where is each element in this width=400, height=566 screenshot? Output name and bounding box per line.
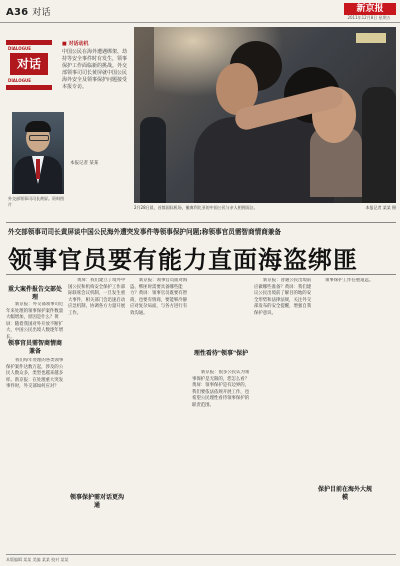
subhead-4: 领事保护需对话更沟通 [69, 494, 124, 509]
badge-bar-top [6, 40, 52, 45]
article-column-1b [6, 358, 64, 550]
intro-title: ■ 对话动机 [62, 41, 89, 47]
column-text: 新京报：普通公民出境前应做哪些准备？黄屏：我们建议公民出境前了解目的地的安全形势和法律法规，关注外交部发布的安全提醒，增强自我保护意识。 [254, 278, 312, 316]
article-column-3 [130, 278, 188, 550]
section-name: 对话 [32, 8, 51, 18]
interviewer-names: 本报记者 某某 [70, 161, 99, 166]
deck-headline: 外交部领事司司长黄屏谈中国公民海外遭突发事件等领事保护问题;称领事官员需智商情商兼备 [8, 228, 281, 236]
divider-bottom [6, 274, 396, 275]
portrait-caption: 外交部领事司司长黄屏。资料图片 [8, 196, 64, 207]
photo-caption [134, 205, 396, 211]
column-text: 新京报：很多公民认为领事保护是无限的，您怎么看？黄屏：领事保护是有边界的，我们要依法依规开展工作，也希望公民理性看待领事保护的职责范围。 [192, 370, 250, 408]
column-text: 领事保护工作任重道远。 [325, 278, 374, 283]
photo-caption-text: 2月28日晨，首都国际机场，撤离利比亚的中国公民与亲人相拥而泣。 [134, 205, 258, 210]
article-column-6 [316, 278, 374, 550]
page-header [0, 0, 400, 23]
dialogue-badge [6, 40, 52, 90]
article-column-1 [6, 302, 64, 340]
section-label [6, 5, 51, 18]
intro-text: 中国公民在海外遭遇绑架、劫持等安全事件时有发生，领事保护工作面临新的挑战。外交部领事司司长黄屏就中国公民海外安全及领事保护问题接受本报专访。 [62, 49, 128, 90]
masthead-logo: 新京报 [344, 3, 396, 15]
badge-zh: 对话 [10, 53, 48, 75]
column-text: 我们每年处理的各类领事保护案件达数万起，涉及的公民人数众多，类型也越来越多样。新京报：在处理重大突发事件时，外交部如何应对？ [6, 358, 64, 390]
divider-top [6, 222, 396, 223]
main-photo [134, 27, 396, 203]
badge-en-bottom: DIALOGUE [8, 78, 31, 83]
photo-credit: 本报记者 某某 摄 [365, 205, 396, 210]
column-text: 新京报：外交部领事司近年来处理的领事保护案件数量大幅增加，原因是什么？黄屏：随着我国对外开放不断扩大，中国公民出境人数逐年增长。 [6, 302, 64, 340]
main-headline: 领事官员要有能力直面海盗绑匪 [8, 245, 358, 274]
page-footer: 本版编辑 某某 美编 某某 校对 某某 [6, 554, 396, 563]
article-column-5 [254, 278, 312, 550]
subhead-5: 保护目前在海外大规模 [317, 486, 372, 501]
date-line: 2011年12月8日 星期五 [347, 15, 391, 20]
column-text: 黄屏：我们建立了境外中国公民和机构安全保护工作部际联席会议机制，一旦发生重大事件，相关部门会迅速启动应急机制，协调各方力量开展工作。 [68, 278, 126, 316]
subhead-3: 理性看待"领事"保护 [193, 350, 249, 357]
subhead-1: 重大案件报告交部处理 [7, 286, 62, 301]
badge-en-top: DIALOGUE [8, 46, 31, 51]
badge-bar-bottom [6, 85, 52, 90]
column-text: 新京报：领事官员面对海盗、绑匪时需要具备哪些能力？黄屏：领事官员既要有智商，也要有情商，要能够冷静应对复杂局面，与各方进行有效沟通。 [130, 278, 188, 316]
article-column-4 [192, 370, 250, 550]
intro-box [62, 40, 128, 126]
subhead-2: 领事官员需智商情商兼备 [7, 340, 62, 355]
portrait-photo [12, 112, 64, 194]
page-number: A36 [6, 7, 29, 18]
